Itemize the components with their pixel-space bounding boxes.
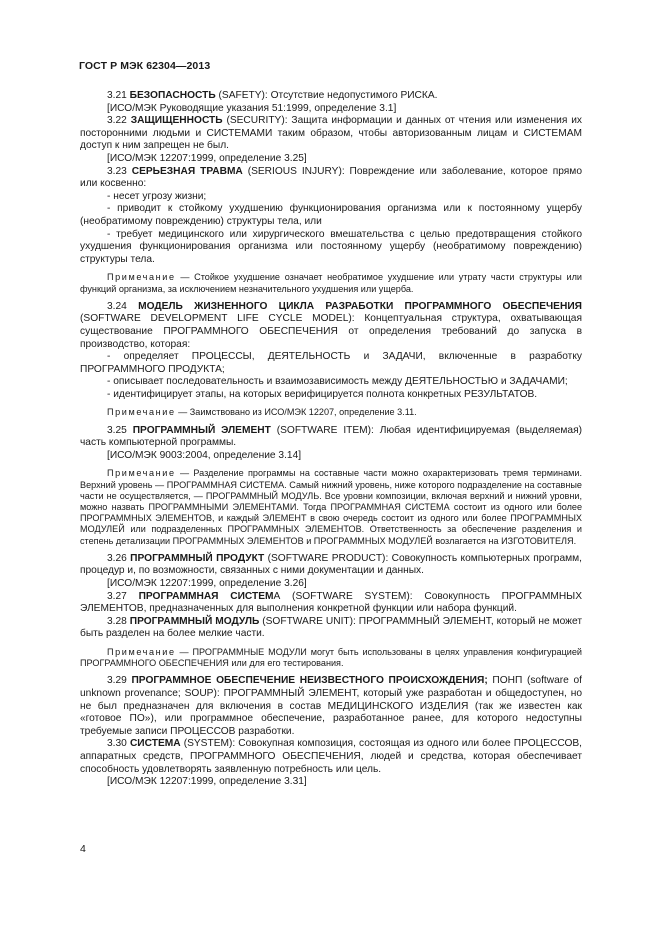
reference: [ИСО/МЭК 9003:2004, определение 3.14] <box>107 449 302 461</box>
term: МОДЕЛЬ ЖИЗНЕННОГО ЦИКЛА РАЗРАБОТКИ ПРОГРАММНОГО ОБЕСПЕЧЕНИЯ <box>138 300 582 312</box>
term: ПРОГРАММНАЯ СИСТЕМ <box>138 590 274 602</box>
reference: [ИСО/МЭК 12207:1999, определение 3.25] <box>107 152 307 164</box>
entry-3-24: 3.24 МОДЕЛЬ ЖИЗНЕННОГО ЦИКЛА РАЗРАБОТКИ ПРОГРАММНОГО ОБЕСПЕЧЕНИЯ (SOFTWARE DEVELOPMENT LIFE CYCLE MODEL): Концептуальная структура, охватывающая существование ПРОГРАММНОГО ОБЕСПЕЧЕНИЯ от определения требований до запуска в производство, которая: <box>80 300 582 350</box>
entry-3-23: 3.23 СЕРЬЕЗНАЯ ТРАВМА (SERIOUS INJURY): Повреждение или заболевание, которое прямо или косвенно: <box>80 165 582 190</box>
term: СИСТЕМА <box>129 738 181 750</box>
list-item: - идентифицирует этапы, на которых верифицируется полнота конкретных РЕЗУЛЬТАТОВ. <box>107 388 538 400</box>
document-body <box>80 90 582 789</box>
entry-3-29: 3.29 ПРОГРАММНОЕ ОБЕСПЕЧЕНИЕ НЕИЗВЕСТНОГО ПРОИСХОЖДЕНИЯ; ПОНП (software of unknown provenance; SOUP): ПРОГРАММНЫЙ ЭЛЕМЕНТ, который уже разработан и общедоступен, но не был предназначен для включения в состав МЕДИЦИНСКОГО ИЗДЕЛИЯ (так же известен как «готовое ПО»), или программное обеспечение, разработанное ранее, для которого недоступны требуемые записи ПРОЦЕССОВ разработки. <box>80 675 582 737</box>
entry-3-26: 3.26 ПРОГРАММНЫЙ ПРОДУКТ (SOFTWARE PRODUCT): Совокупность компьютерных программ, процедур и, по возможности, связанных с ними документации и данных. <box>80 552 582 577</box>
list-item: - несет угрозу жизни; <box>107 190 207 202</box>
note: Примечание — Разделение программы на составные части можно охарактеризовать тремя терминами. Верхний уровень — ПРОГРАММНАЯ СИСТЕМА. Самый нижний уровень, ниже которого подразделение на составные части не осуществляется, — ПРОГРАММНЫЙ МОДУЛЬ. Все уровни композиции, включая верхний и нижний уровни, можно назвать ПРОГРАММНЫМИ ЭЛЕМЕНТАМИ. Тогда ПРОГРАММНАЯ СИСТЕМА состоит из одного или более ПРОГРАММНЫХ ЭЛЕМЕНТОВ, и каждый ЭЛЕМЕНТ в свою очередь состоит из одного или более ПРОГРАММНЫХ МОДУЛЕЙ или подразделенных ПРОГРАММНЫХ ЭЛЕМЕНТОВ. Ответственность за обеспечение разделения и степень детализации ПРОГРАММНЫХ ЭЛЕМЕНТОВ и ПРОГРАММНЫХ МОДУЛЕЙ возлагается на ИЗГОТОВИТЕЛЯ. <box>80 468 582 546</box>
term: ПРОГРАММНЫЙ ПРОДУКТ <box>130 552 265 564</box>
note: Примечание — Стойкое ухудшение означает необратимое ухудшение или утрату части структуры или функций организма, за исключением незначительного ухудшения или ущерба. <box>80 272 582 294</box>
list-item: - описывает последовательность и взаимозависимость между ДЕЯТЕЛЬНОСТЬЮ и ЗАДАЧАМИ; <box>107 376 568 388</box>
entry-3-27: 3.27 ПРОГРАММНАЯ СИСТЕМА (SOFTWARE SYSTEM): Совокупность ПРОГРАММНЫХ ЭЛЕМЕНТОВ, предназначенных для выполнения конкретной функции или набора функций. <box>80 590 582 615</box>
note: Примечание — ПРОГРАММНЫЕ МОДУЛИ могут быть использованы в целях управления конфигурацией ПРОГРАММНОГО ОБЕСПЕЧЕНИЯ или для его тестирования. <box>80 647 582 669</box>
term: ПРОГРАММНОЕ ОБЕСПЕЧЕНИЕ НЕИЗВЕСТНОГО ПРОИСХОЖДЕНИЯ; <box>131 675 488 687</box>
reference: [ИСО/МЭК 12207:1999, определение 3.26] <box>107 578 307 590</box>
page-number: 4 <box>80 843 86 855</box>
term: СЕРЬЕЗНАЯ ТРАВМА <box>131 165 243 177</box>
note-label: Примечание <box>107 647 176 658</box>
term: ЗАЩИЩЕННОСТЬ <box>130 115 223 127</box>
note-label: Примечание <box>107 407 176 418</box>
list-item: - определяет ПРОЦЕССЫ, ДЕЯТЕЛЬНОСТЬ и ЗАДАЧИ, включенные в разработку ПРОГРАММНОГО ПРОДУКТА; <box>80 351 582 375</box>
note-label: Примечание <box>107 272 176 283</box>
reference: [ИСО/МЭК Руководящие указания 51:1999, определение 3.1] <box>107 102 397 114</box>
term: ПРОГРАММНЫЙ МОДУЛЬ <box>129 615 260 627</box>
list-item: - требует медицинского или хирургического вмешательства с целью предотвращения стойкого ухудшения функционирования организма или постоянному ущербу (необратимому повреждению) структуры тела. <box>80 228 582 265</box>
entry-3-25: 3.25 ПРОГРАММНЫЙ ЭЛЕМЕНТ (SOFTWARE ITEM): Любая идентифицируемая (выделяемая) часть компьютерной программы. <box>80 424 582 449</box>
list-item: - приводит к стойкому ухудшению функционирования организма или к постоянному ущербу (необратимому повреждению) структуры тела, или <box>80 203 582 227</box>
note: Примечание — Заимствовано из ИСО/МЭК 12207, определение 3.11. <box>107 407 417 418</box>
entry-3-21: 3.21 БЕЗОПАСНОСТЬ (SAFETY): Отсутствие недопустимого РИСКА. <box>107 90 438 101</box>
term: БЕЗОПАСНОСТЬ <box>129 90 216 101</box>
entry-3-28: 3.28 ПРОГРАММНЫЙ МОДУЛЬ (SOFTWARE UNIT): ПРОГРАММНЫЙ ЭЛЕМЕНТ, который не может быть разделен на более мелкие части. <box>80 615 582 640</box>
entry-3-22: 3.22 ЗАЩИЩЕННОСТЬ (SECURITY): Защита информации и данных от чтения или изменения их посторонними людьми и СИСТЕМАМИ таким образом, чтобы авторизованным лицам и СИСТЕМАМ доступ к ним запрещен не был. <box>80 115 582 152</box>
note-label: Примечание <box>107 468 176 479</box>
entry-3-30: 3.30 СИСТЕМА (SYSTEM): Совокупная композиция, состоящая из одного или более ПРОЦЕССОВ, аппаратных средств, ПРОГРАММНОГО ОБЕСПЕЧЕНИЯ, людей и средства, которая обеспечивает способность удовлетворять заявленную потребность или цель. <box>80 738 582 775</box>
reference: [ИСО/МЭК 12207:1999, определение 3.31] <box>107 776 307 788</box>
document-header: ГОСТ Р МЭК 62304—2013 <box>79 60 211 72</box>
term: ПРОГРАММНЫЙ ЭЛЕМЕНТ <box>132 424 271 436</box>
